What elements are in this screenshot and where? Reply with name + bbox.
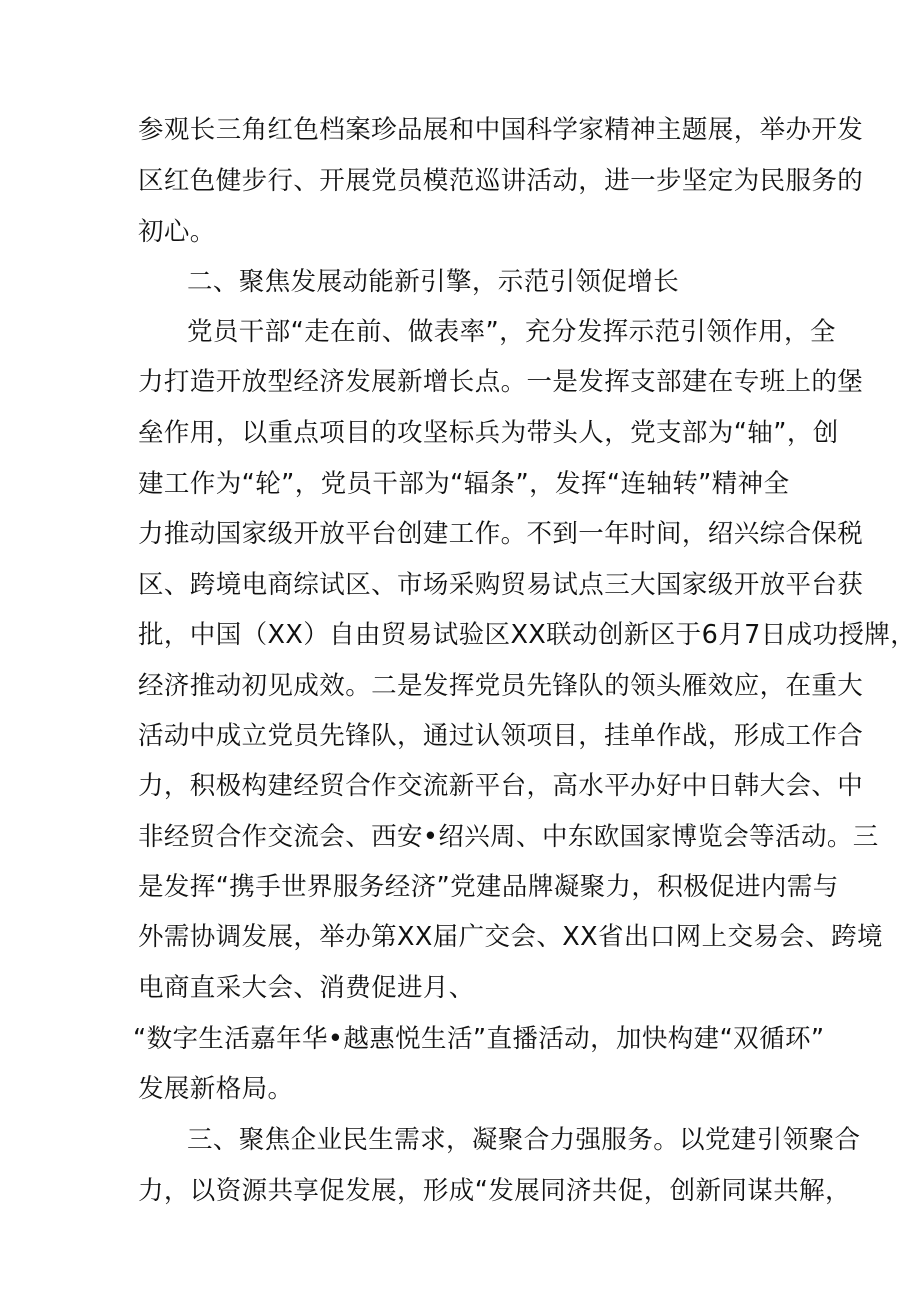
text-line: 力打造开放型经济发展新增长点。一是发挥支部建在专班上的堡 (138, 367, 864, 397)
text-line: 电商直采大会、消费促进月、 (138, 973, 475, 1003)
text-line: 参观长三角红色档案珍品展和中国科学家精神主题展，举办开发 (138, 115, 864, 145)
text-line: 力推动国家级开放平台创建工作。不到一年时间，绍兴综合保税 (138, 519, 864, 549)
text-line: 经济推动初见成效。二是发挥党员先锋队的领头雁效应，在重大 (138, 671, 864, 701)
section-heading: 二、聚焦发展动能新引擎，示范引领促增长 (187, 267, 680, 297)
text-line: 区红色健步行、开展党员模范巡讲活动，进一步坚定为民服务的 (138, 166, 864, 196)
text-line: 党员干部“走在前、做表率”，充分发挥示范引领作用，全 (187, 317, 836, 347)
text-line: 外需协调发展，举办第XX届广交会、XX省出口网上交易会、跨境 (138, 922, 883, 952)
text-line: 垒作用，以重点项目的攻坚标兵为带头人，党支部为“轴”，创 (138, 418, 839, 448)
text-line: 活动中成立党员先锋队，通过认领项目，挂单作战，形成工作合 (138, 721, 864, 751)
text-line: 非经贸合作交流会、西安•绍兴周、中东欧国家博览会等活动。三 (138, 822, 879, 852)
text-line: 发展新格局。 (138, 1074, 294, 1104)
section-heading: 三、聚焦企业民生需求，凝聚合力强服务。以党建引领聚合 (187, 1125, 861, 1155)
text-line: 区、跨境电商综试区、市场采购贸易试点三大国家级开放平台获 (138, 570, 864, 600)
text-line: “数字生活嘉年华•越惠悦生活”直播活动，加快构建“双循环” (133, 1024, 825, 1054)
text-line: 力，积极构建经贸合作交流新平台，高水平办好中日韩大会、中 (138, 771, 864, 801)
text-line: 力，以资源共享促发展，形成“发展同济共促，创新同谋共解， (138, 1176, 851, 1206)
text-line: 建工作为“轮”，党员干部为“辐条”，发挥“连轴转”精神全 (138, 469, 790, 499)
text-line: 批，中国（XX）自由贸易试验区XX联动创新区于6月7日成功授牌， (138, 620, 917, 650)
text-line: 是发挥“携手世界服务经济”党建品牌凝聚力，积极促进内需与 (138, 872, 839, 902)
text-line: 初心。 (138, 217, 216, 247)
